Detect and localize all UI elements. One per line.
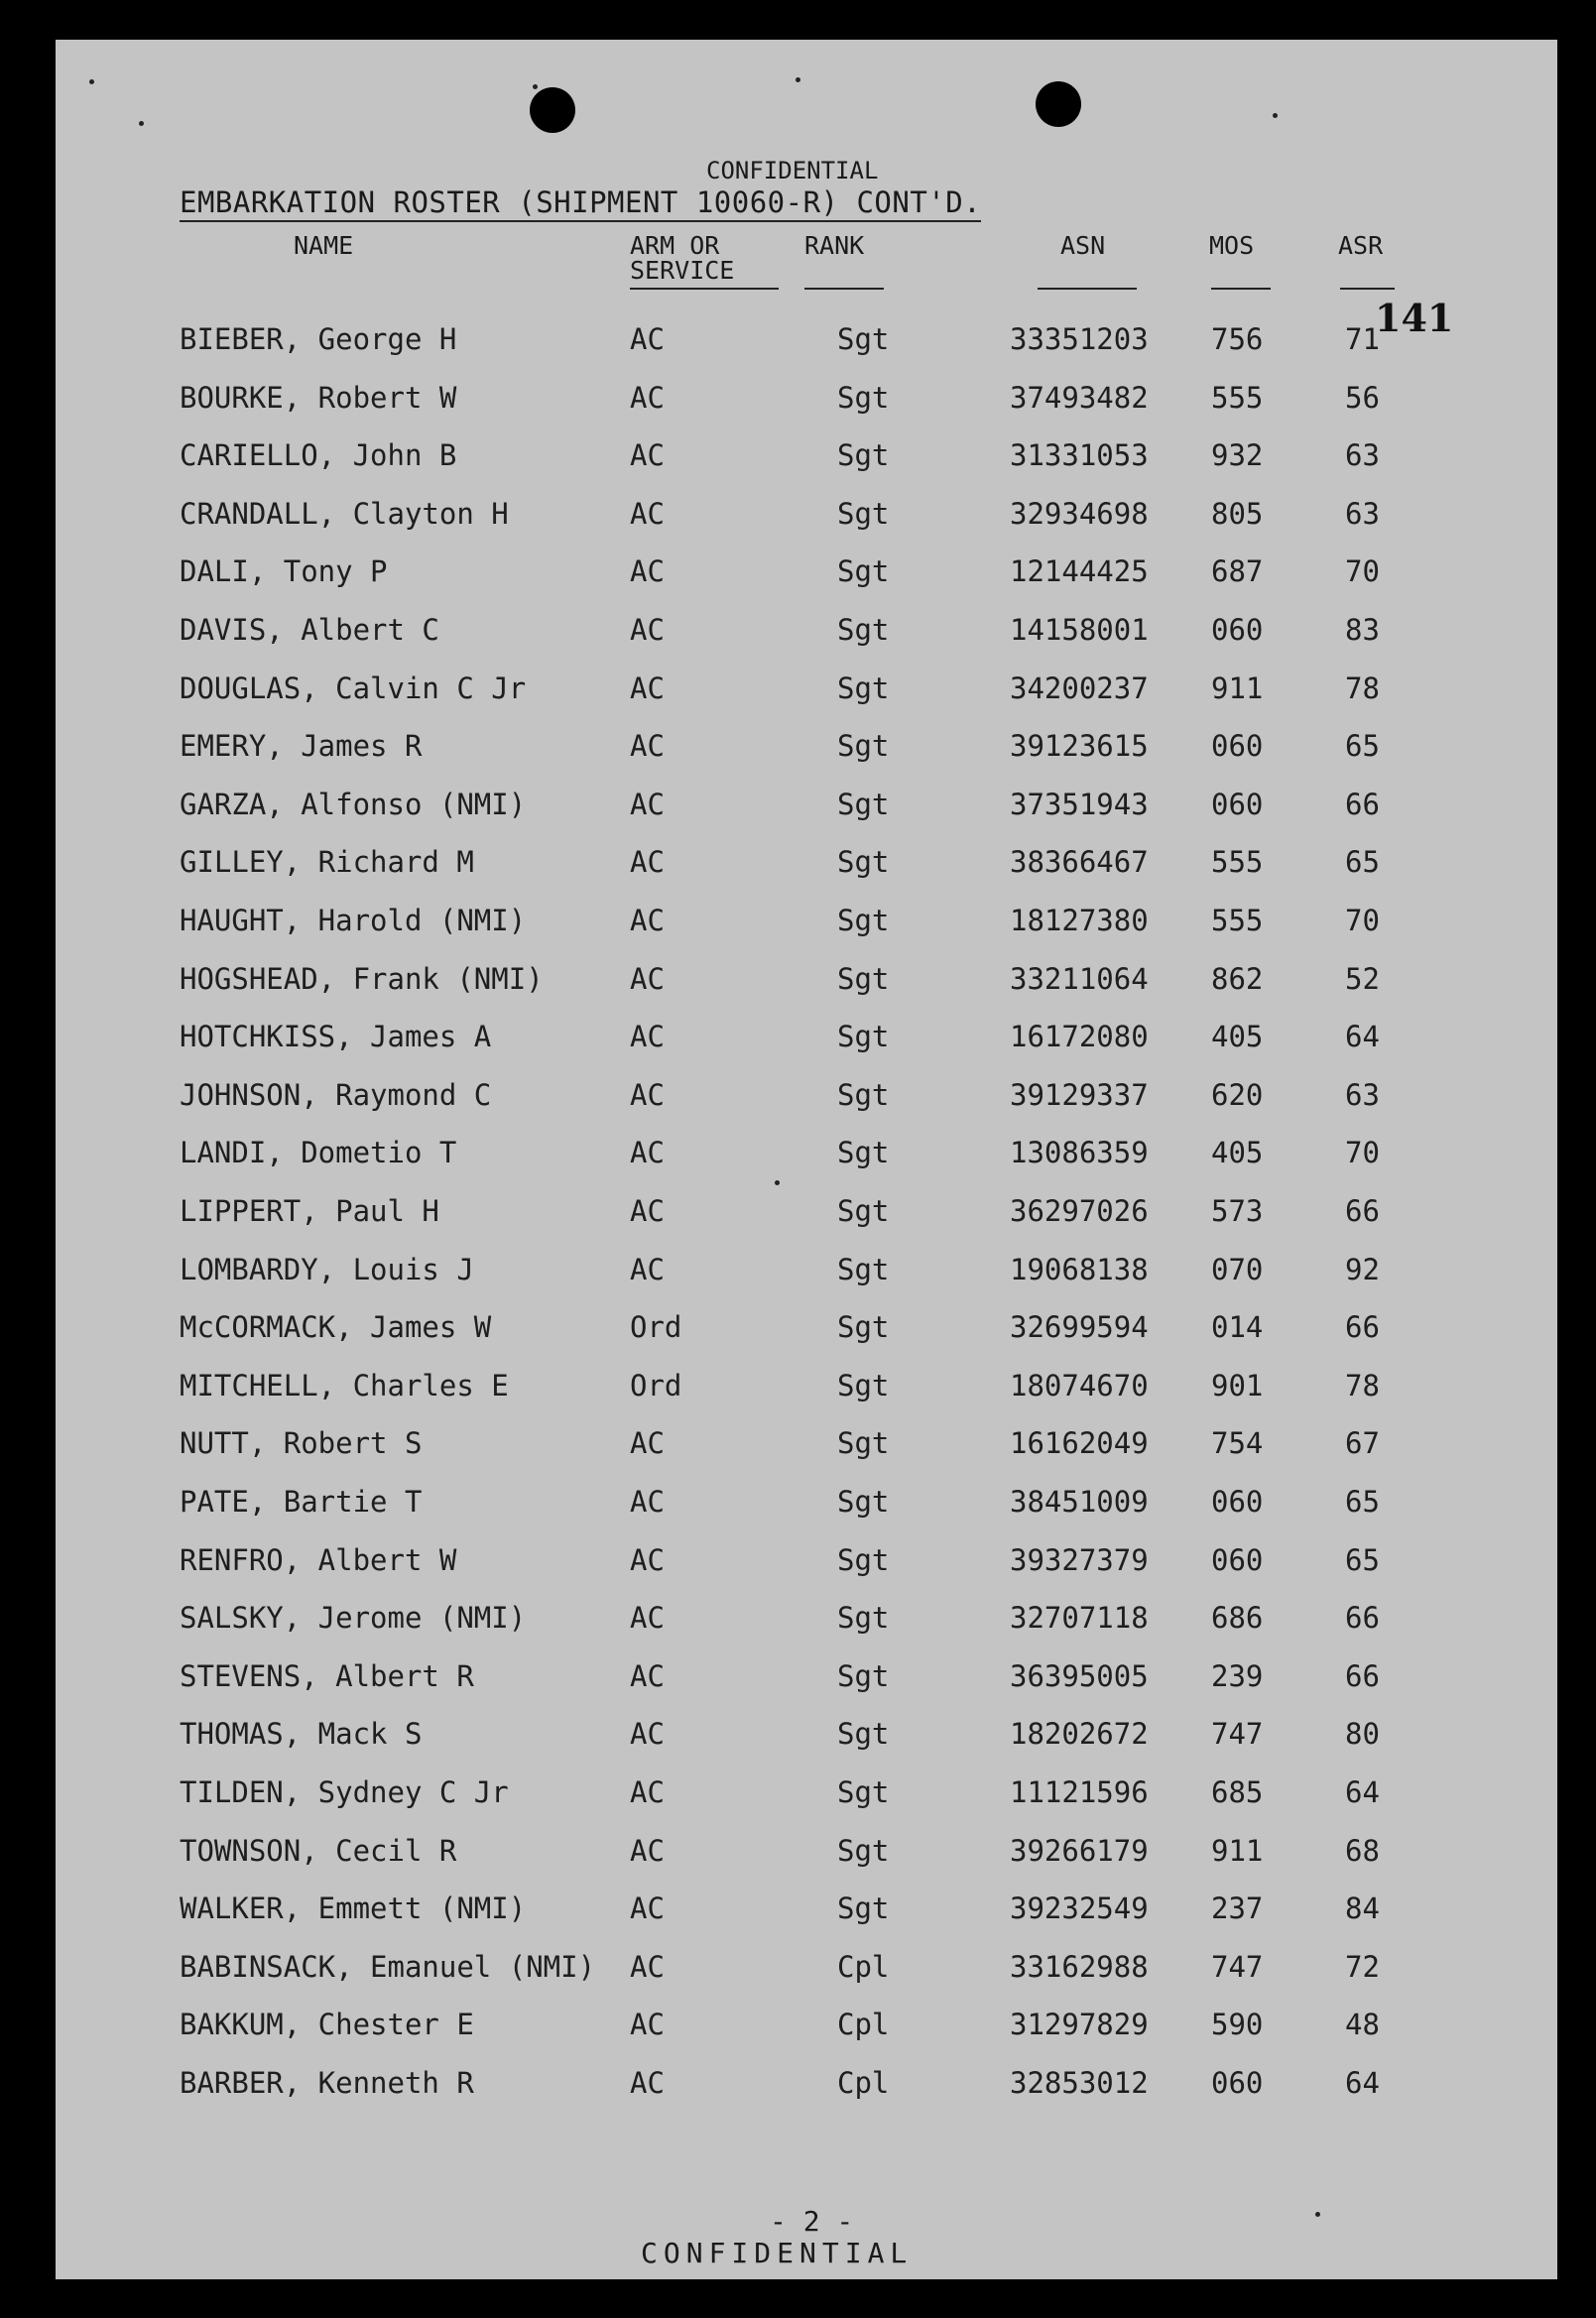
speck [1315, 2212, 1320, 2217]
row-asr: 92 [1345, 1252, 1380, 1286]
row-asr: 83 [1345, 613, 1380, 647]
row-arm: AC [630, 613, 665, 647]
row-arm: AC [630, 1077, 665, 1112]
row-asr: 72 [1345, 1949, 1380, 1984]
row-arm: AC [630, 1426, 665, 1461]
row-asr: 64 [1345, 1775, 1380, 1809]
row-rank: Sgt [837, 729, 890, 764]
row-arm: AC [630, 1775, 665, 1809]
row-arm: AC [630, 322, 665, 356]
row-rank: Cpl [837, 1949, 890, 1984]
row-arm: AC [630, 1252, 665, 1286]
col-header-rank: RANK [804, 231, 865, 260]
table-row [56, 785, 1557, 824]
col-header-asr: ASR [1338, 231, 1384, 260]
row-asn: 11121596 [1010, 1775, 1149, 1809]
row-name: NUTT, Robert S [180, 1426, 423, 1461]
row-asn: 38366467 [1010, 845, 1149, 880]
row-arm: AC [630, 1136, 665, 1170]
row-name: GILLEY, Richard M [180, 845, 474, 880]
page-title: EMBARKATION ROSTER (SHIPMENT 10060-R) CONT'D. [180, 184, 981, 222]
row-name: WALKER, Emmett (NMI) [180, 1891, 527, 1926]
row-name: BOURKE, Robert W [180, 380, 457, 415]
row-mos: 070 [1211, 1252, 1264, 1286]
row-rank: Sgt [837, 904, 890, 937]
table-row [56, 378, 1557, 418]
row-asr: 52 [1345, 961, 1380, 996]
row-mos: 756 [1211, 322, 1264, 356]
table-row [56, 1540, 1557, 1580]
row-mos: 687 [1211, 554, 1264, 589]
row-name: BARBER, Kenneth R [180, 2066, 474, 2100]
table-row [56, 1947, 1557, 1987]
punch-hole [1036, 81, 1081, 127]
row-arm: AC [630, 1020, 665, 1054]
row-asn: 33211064 [1010, 961, 1149, 996]
row-rank: Sgt [837, 613, 890, 647]
page-number: - 2 - [770, 2205, 854, 2238]
page-stamp-number: 141 [1375, 296, 1454, 340]
row-name: EMERY, James R [180, 729, 423, 764]
row-name: LANDI, Dometio T [180, 1136, 457, 1170]
row-asr: 66 [1345, 1658, 1380, 1693]
header-underline [1340, 288, 1395, 290]
row-asn: 32934698 [1010, 496, 1149, 531]
row-asr: 80 [1345, 1717, 1380, 1752]
row-arm: AC [630, 1949, 665, 1984]
row-name: DALI, Tony P [180, 554, 388, 589]
row-name: MITCHELL, Charles E [180, 1368, 509, 1403]
row-arm: AC [630, 961, 665, 996]
row-asn: 16172080 [1010, 1020, 1149, 1054]
row-rank: Sgt [837, 1833, 890, 1868]
row-asn: 33162988 [1010, 1949, 1149, 1984]
row-asn: 36395005 [1010, 1658, 1149, 1693]
row-mos: 239 [1211, 1658, 1264, 1693]
table-row [56, 1075, 1557, 1115]
row-asn: 32699594 [1010, 1310, 1149, 1345]
table-row [56, 610, 1557, 650]
row-mos: 060 [1211, 2066, 1264, 2100]
row-name: STEVENS, Albert R [180, 1658, 474, 1693]
row-asn: 12144425 [1010, 554, 1149, 589]
row-asn: 31297829 [1010, 2008, 1149, 2042]
row-rank: Sgt [837, 1077, 890, 1112]
col-header-arm-2: SERVICE [630, 256, 735, 285]
row-asn: 19068138 [1010, 1252, 1149, 1286]
row-arm: AC [630, 845, 665, 880]
row-name: RENFRO, Albert W [180, 1542, 457, 1577]
row-rank: Sgt [837, 1194, 890, 1228]
row-rank: Sgt [837, 1775, 890, 1809]
row-asr: 65 [1345, 1485, 1380, 1519]
table-row [56, 551, 1557, 591]
row-rank: Sgt [837, 671, 890, 705]
row-rank: Sgt [837, 1717, 890, 1752]
row-asn: 37493482 [1010, 380, 1149, 415]
row-mos: 555 [1211, 380, 1264, 415]
row-name: TILDEN, Sydney C Jr [180, 1775, 509, 1809]
row-mos: 405 [1211, 1020, 1264, 1054]
row-mos: 754 [1211, 1426, 1264, 1461]
row-name: GARZA, Alfonso (NMI) [180, 787, 527, 821]
row-asn: 39129337 [1010, 1077, 1149, 1112]
row-asr: 66 [1345, 1194, 1380, 1228]
table-row [56, 1191, 1557, 1231]
table-row [56, 1482, 1557, 1522]
row-name: HOGSHEAD, Frank (NMI) [180, 961, 544, 996]
row-arm: AC [630, 380, 665, 415]
classification-top: CONFIDENTIAL [706, 157, 879, 184]
header-underline [804, 288, 884, 290]
row-name: LIPPERT, Paul H [180, 1194, 439, 1228]
row-arm: AC [630, 1833, 665, 1868]
row-rank: Sgt [837, 1485, 890, 1519]
table-row [56, 1831, 1557, 1871]
row-mos: 555 [1211, 904, 1264, 937]
row-arm: AC [630, 1717, 665, 1752]
punch-hole [530, 87, 575, 133]
row-name: HOTCHKISS, James A [180, 1020, 492, 1054]
table-row [56, 1772, 1557, 1812]
row-asn: 39123615 [1010, 729, 1149, 764]
speck [1273, 113, 1278, 118]
row-rank: Cpl [837, 2008, 890, 2042]
row-arm: AC [630, 1485, 665, 1519]
table-row [56, 901, 1557, 940]
table-row [56, 1598, 1557, 1638]
row-arm: AC [630, 671, 665, 705]
row-asn: 34200237 [1010, 671, 1149, 705]
row-asr: 78 [1345, 1368, 1380, 1403]
row-mos: 747 [1211, 1949, 1264, 1984]
row-asr: 64 [1345, 2066, 1380, 2100]
table-row [56, 494, 1557, 534]
row-rank: Sgt [837, 380, 890, 415]
table-row [56, 1017, 1557, 1056]
row-asn: 39266179 [1010, 1833, 1149, 1868]
row-arm: AC [630, 729, 665, 764]
row-asn: 39327379 [1010, 1542, 1149, 1577]
row-mos: 237 [1211, 1891, 1264, 1926]
table-row [56, 669, 1557, 708]
row-asn: 39232549 [1010, 1891, 1149, 1926]
table-row [56, 1423, 1557, 1463]
col-header-asn: ASN [1060, 231, 1106, 260]
table-row [56, 1250, 1557, 1289]
row-arm: Ord [630, 1310, 682, 1345]
speck [139, 121, 144, 126]
row-asn: 38451009 [1010, 1485, 1149, 1519]
row-asr: 70 [1345, 904, 1380, 937]
row-arm: AC [630, 496, 665, 531]
row-asn: 31331053 [1010, 438, 1149, 473]
speck [796, 77, 800, 82]
row-asr: 66 [1345, 1601, 1380, 1636]
row-name: BABINSACK, Emanuel (NMI) [180, 1949, 596, 1984]
row-asr: 68 [1345, 1833, 1380, 1868]
table-row [56, 1714, 1557, 1754]
row-name: DAVIS, Albert C [180, 613, 439, 647]
table-row [56, 842, 1557, 882]
row-arm: AC [630, 1891, 665, 1926]
row-asr: 66 [1345, 787, 1380, 821]
row-mos: 014 [1211, 1310, 1264, 1345]
row-mos: 555 [1211, 845, 1264, 880]
row-name: DOUGLAS, Calvin C Jr [180, 671, 527, 705]
row-name: CARIELLO, John B [180, 438, 457, 473]
table-row [56, 959, 1557, 999]
row-asn: 13086359 [1010, 1136, 1149, 1170]
row-asr: 64 [1345, 1020, 1380, 1054]
classification-bottom: CONFIDENTIAL [641, 2237, 914, 2269]
col-header-name: NAME [294, 231, 354, 260]
table-row [56, 726, 1557, 766]
row-name: BIEBER, George H [180, 322, 457, 356]
row-arm: AC [630, 554, 665, 589]
row-asr: 56 [1345, 380, 1380, 415]
row-asr: 78 [1345, 671, 1380, 705]
row-rank: Sgt [837, 1542, 890, 1577]
table-row [56, 2063, 1557, 2103]
speck [89, 79, 94, 84]
row-name: TOWNSON, Cecil R [180, 1833, 457, 1868]
row-mos: 686 [1211, 1601, 1264, 1636]
row-name: SALSKY, Jerome (NMI) [180, 1601, 527, 1636]
row-mos: 590 [1211, 2008, 1264, 2042]
row-arm: AC [630, 2008, 665, 2042]
row-mos: 060 [1211, 1542, 1264, 1577]
row-arm: Ord [630, 1368, 682, 1403]
row-rank: Sgt [837, 1020, 890, 1054]
row-asr: 48 [1345, 2008, 1380, 2042]
row-asn: 33351203 [1010, 322, 1149, 356]
row-arm: AC [630, 1601, 665, 1636]
row-asr: 65 [1345, 1542, 1380, 1577]
row-mos: 747 [1211, 1717, 1264, 1752]
row-name: PATE, Bartie T [180, 1485, 423, 1519]
row-rank: Sgt [837, 496, 890, 531]
row-mos: 405 [1211, 1136, 1264, 1170]
row-asr: 71 [1345, 322, 1380, 356]
row-rank: Sgt [837, 322, 890, 356]
row-mos: 573 [1211, 1194, 1264, 1228]
row-mos: 911 [1211, 671, 1264, 705]
row-rank: Sgt [837, 787, 890, 821]
row-name: McCORMACK, James W [180, 1310, 492, 1345]
row-arm: AC [630, 1658, 665, 1693]
row-asn: 16162049 [1010, 1426, 1149, 1461]
col-header-arm-1: ARM OR [630, 231, 720, 260]
row-asr: 63 [1345, 496, 1380, 531]
table-row [56, 1133, 1557, 1172]
table-row [56, 1889, 1557, 1928]
row-arm: AC [630, 1542, 665, 1577]
speck [775, 1180, 780, 1185]
row-asr: 63 [1345, 1077, 1380, 1112]
row-rank: Cpl [837, 2066, 890, 2100]
row-name: LOMBARDY, Louis J [180, 1252, 474, 1286]
row-mos: 862 [1211, 961, 1264, 996]
row-mos: 685 [1211, 1775, 1264, 1809]
table-row [56, 435, 1557, 475]
row-arm: AC [630, 1194, 665, 1228]
row-rank: Sgt [837, 1368, 890, 1403]
row-rank: Sgt [837, 554, 890, 589]
header-underline [1211, 288, 1271, 290]
row-mos: 911 [1211, 1833, 1264, 1868]
row-rank: Sgt [837, 438, 890, 473]
row-rank: Sgt [837, 1310, 890, 1345]
row-asn: 32707118 [1010, 1601, 1149, 1636]
row-rank: Sgt [837, 1426, 890, 1461]
row-asr: 66 [1345, 1310, 1380, 1345]
row-mos: 060 [1211, 613, 1264, 647]
roster-page [56, 40, 1557, 2279]
row-mos: 060 [1211, 729, 1264, 764]
row-name: CRANDALL, Clayton H [180, 496, 509, 531]
row-name: THOMAS, Mack S [180, 1717, 423, 1752]
table-row [56, 1307, 1557, 1347]
row-asr: 63 [1345, 438, 1380, 473]
row-rank: Sgt [837, 1136, 890, 1170]
row-asr: 84 [1345, 1891, 1380, 1926]
row-asr: 67 [1345, 1426, 1380, 1461]
row-asn: 18074670 [1010, 1368, 1149, 1403]
row-rank: Sgt [837, 1658, 890, 1693]
row-rank: Sgt [837, 1252, 890, 1286]
row-mos: 060 [1211, 1485, 1264, 1519]
row-mos: 060 [1211, 787, 1264, 821]
row-asn: 32853012 [1010, 2066, 1149, 2100]
table-row [56, 2005, 1557, 2044]
row-arm: AC [630, 787, 665, 821]
table-row [56, 1656, 1557, 1696]
row-rank: Sgt [837, 845, 890, 880]
row-arm: AC [630, 2066, 665, 2100]
row-asn: 18202672 [1010, 1717, 1149, 1752]
row-asr: 70 [1345, 1136, 1380, 1170]
row-asn: 14158001 [1010, 613, 1149, 647]
row-mos: 901 [1211, 1368, 1264, 1403]
row-asr: 65 [1345, 729, 1380, 764]
row-rank: Sgt [837, 1891, 890, 1926]
header-underline [1038, 288, 1137, 290]
row-asn: 36297026 [1010, 1194, 1149, 1228]
header-underline [630, 288, 779, 290]
row-asr: 70 [1345, 554, 1380, 589]
row-name: JOHNSON, Raymond C [180, 1077, 492, 1112]
row-rank: Sgt [837, 961, 890, 996]
col-header-mos: MOS [1209, 231, 1255, 260]
row-asn: 18127380 [1010, 904, 1149, 937]
row-mos: 932 [1211, 438, 1264, 473]
row-mos: 805 [1211, 496, 1264, 531]
row-asn: 37351943 [1010, 787, 1149, 821]
row-name: HAUGHT, Harold (NMI) [180, 904, 527, 937]
row-mos: 620 [1211, 1077, 1264, 1112]
row-asr: 65 [1345, 845, 1380, 880]
table-row [56, 319, 1557, 359]
table-row [56, 1366, 1557, 1405]
row-name: BAKKUM, Chester E [180, 2008, 474, 2042]
row-arm: AC [630, 438, 665, 473]
speck [533, 84, 538, 89]
row-arm: AC [630, 904, 665, 937]
row-rank: Sgt [837, 1601, 890, 1636]
